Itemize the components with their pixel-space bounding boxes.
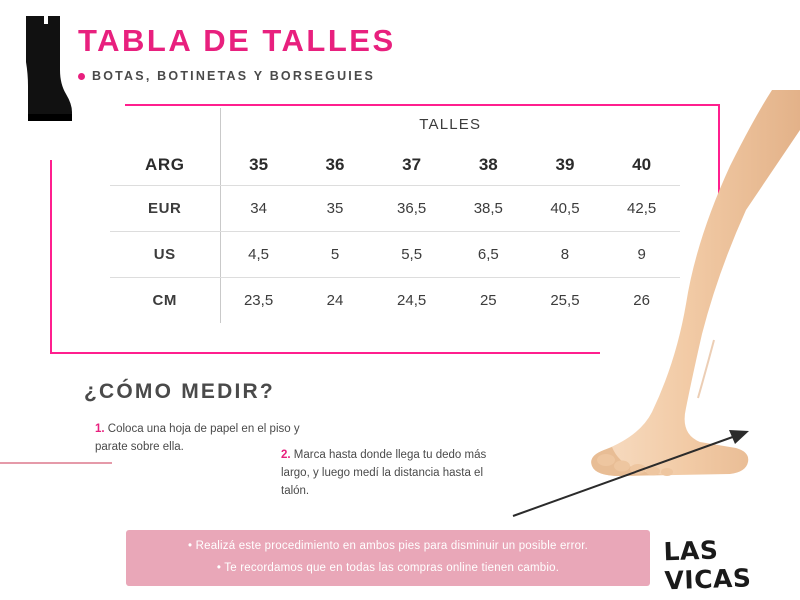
step-2-number: 2. xyxy=(281,449,291,461)
subtitle-row xyxy=(78,69,396,83)
cell-eur-0: 34 xyxy=(220,186,297,232)
footer-line-1: • Realizá este procedimiento en ambos pies para disminuir un posible error. xyxy=(187,540,588,553)
page-subtitle: BOTAS, BOTINETAS Y BORSEGUIES xyxy=(92,69,376,84)
step-1-text: Coloca una hoja de papel en el piso y parate sobre ella. xyxy=(95,423,300,453)
row-label-eur: EUR xyxy=(110,186,220,232)
step-1-number: 1. xyxy=(95,423,105,435)
bullet-dot-icon xyxy=(78,73,85,80)
table-caption: TALLES xyxy=(220,108,680,145)
caption-spacer xyxy=(110,108,220,145)
cell-eur-1: 35 xyxy=(297,186,374,232)
frame-line-left xyxy=(50,160,52,354)
cell-arg-0: 35 xyxy=(220,145,297,186)
brand-logo: LAS VICAS xyxy=(663,535,752,596)
howto-title: ¿CÓMO MEDIR? xyxy=(84,380,275,403)
cell-arg-2: 37 xyxy=(373,145,450,186)
measurement-arrow-icon xyxy=(505,420,765,530)
cell-cm-4: 25,5 xyxy=(550,292,580,309)
cell-arg-3: 38 xyxy=(450,145,527,186)
cell-cm-2: 24,5 xyxy=(397,292,427,309)
cell-eur-3: 38,5 xyxy=(450,186,527,232)
step-2-text: Marca hasta donde llega tu dedo más largo, y luego medí la distancia hasta el talón. xyxy=(281,449,487,497)
footer-line-2: • Te recordamos que en todas las compras online tienen cambio. xyxy=(216,562,560,574)
cell-eur-5: 42,5 xyxy=(603,186,680,232)
row-label-arg: ARG xyxy=(110,145,220,186)
cell-cm-5: 26 xyxy=(633,292,650,309)
cell-cm-3: 25 xyxy=(479,292,497,309)
cell-us-5: 9 xyxy=(603,232,680,278)
cell-arg-1: 36 xyxy=(297,145,374,186)
cell-cm-0: 23,5 xyxy=(220,278,297,324)
footer-notice xyxy=(126,530,650,586)
cell-us-1: 5 xyxy=(297,232,374,278)
row-label-us: US xyxy=(110,232,220,278)
cell-eur-2: 36,5 xyxy=(373,186,450,232)
decorative-line-left xyxy=(0,462,112,464)
row-label-cm: CM xyxy=(152,292,178,309)
cell-arg-4: 39 xyxy=(527,145,604,186)
header xyxy=(78,24,396,83)
cell-eur-4: 40,5 xyxy=(527,186,604,232)
page-title: TABLA DE TALLES xyxy=(78,23,396,58)
howto-step-2 xyxy=(281,447,506,500)
howto-step-1 xyxy=(95,421,300,457)
cell-us-2: 5,5 xyxy=(373,232,450,278)
cell-us-3: 6,5 xyxy=(450,232,527,278)
cell-us-4: 8 xyxy=(527,232,604,278)
cell-arg-5: 40 xyxy=(603,145,680,186)
cell-cm-1: 24 xyxy=(326,292,344,309)
boot-icon xyxy=(14,14,76,124)
cell-us-0: 4,5 xyxy=(220,232,297,278)
